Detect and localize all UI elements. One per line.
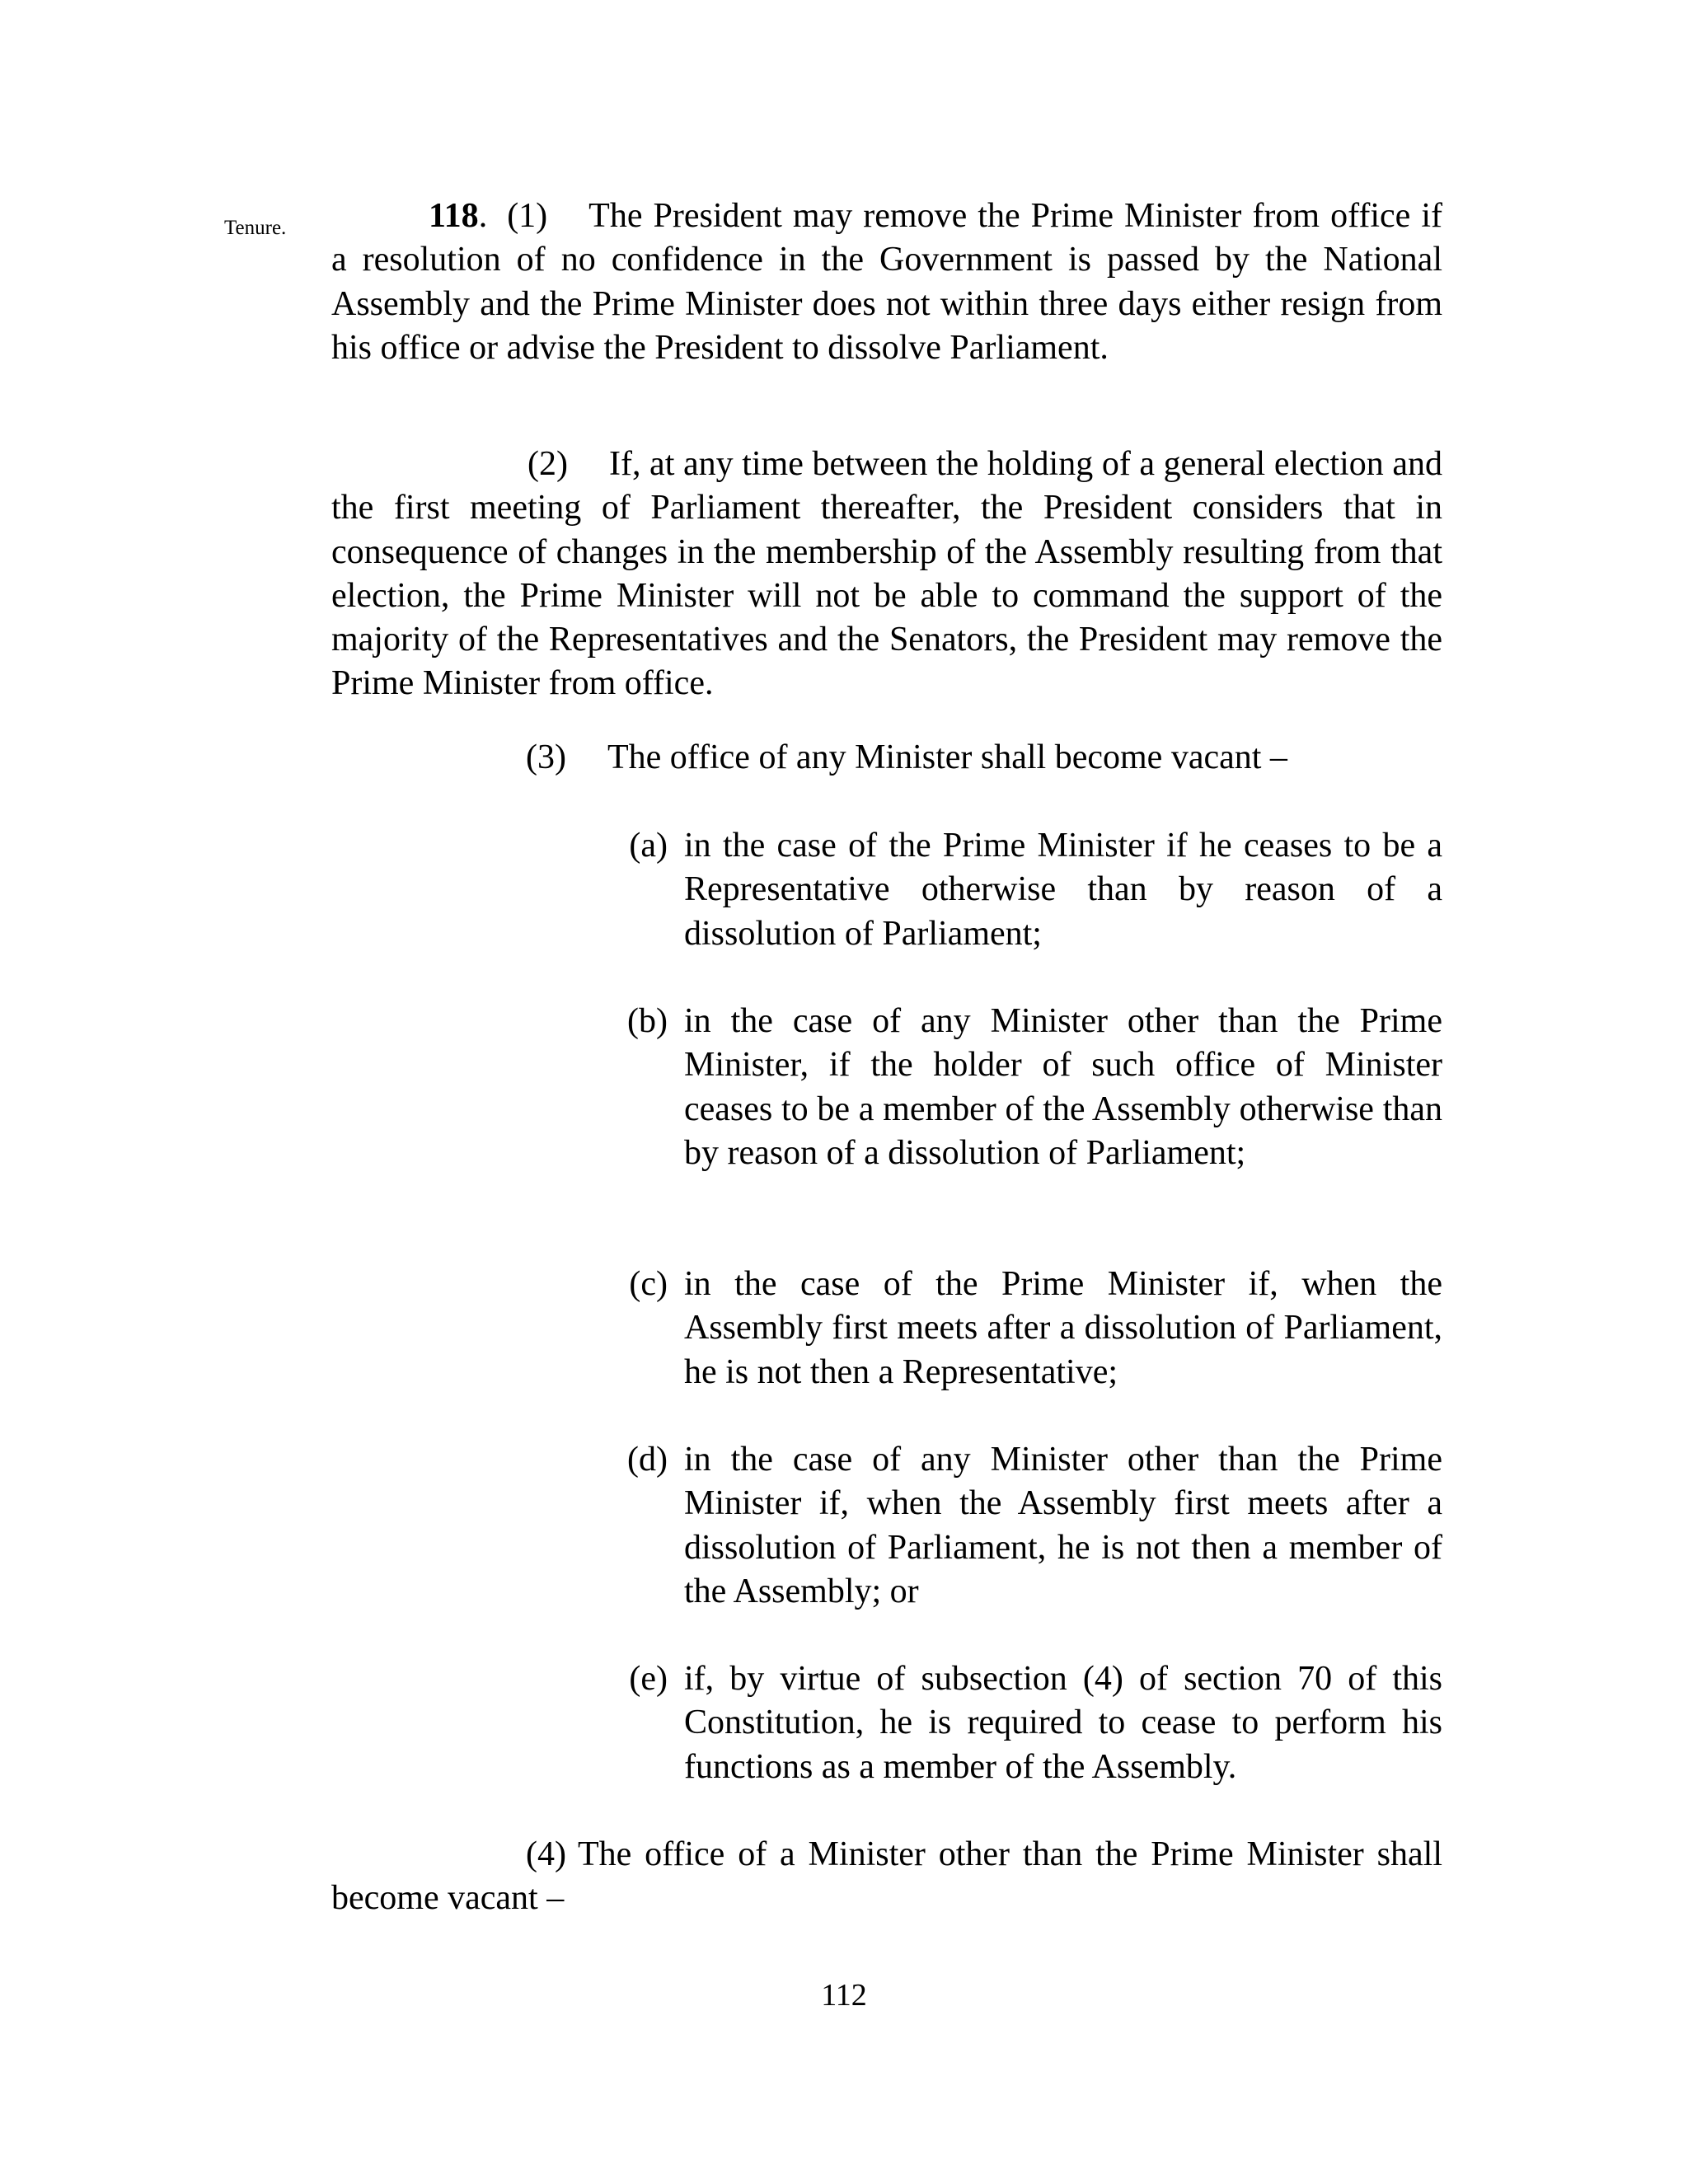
- list-item: [627, 1438, 1442, 1614]
- section-number-suffix: .: [478, 197, 488, 235]
- item-text: in the case of any Minister other than the Prime Minister if, when the Assembly first meets after a dissolution of Parliament, he is not then a member of the Assembly; or: [684, 1441, 1442, 1610]
- item-text: in the case of any Minister other than the Prime Minister, if the holder of such office of Minister ceases to be a member of the Assembly otherwise than by reason of a dissolution of Parliament;: [684, 1002, 1442, 1172]
- list-item: [629, 1657, 1442, 1789]
- subsection-1-label: (1): [507, 197, 548, 235]
- subsection-4-label: (4): [526, 1835, 566, 1873]
- subsection-4: [331, 1833, 1442, 1921]
- item-label: (d): [627, 1441, 668, 1479]
- subsection-1-text: The President may remove the Prime Minister from office if a resolution of no confidence in the Government is passed by the National Assembly and the Prime Minister does not within three days either resign from his office or advise the President to dissolve Parliament.: [331, 197, 1442, 367]
- subsection-3-text: The office of any Minister shall become vacant –: [607, 738, 1287, 776]
- subsection-3: [526, 736, 1287, 780]
- margin-note: Tenure.: [224, 217, 287, 239]
- list-item: [629, 1263, 1442, 1394]
- item-label: (a): [629, 827, 668, 865]
- item-label: (e): [629, 1660, 668, 1698]
- subsection-2-label: (2): [528, 445, 568, 483]
- item-label: (c): [629, 1265, 668, 1303]
- item-text: in the case of the Prime Minister if he ceases to be a Representative otherwise than by reason of a dissolution of Parliament;: [684, 827, 1442, 953]
- list-item: [627, 1000, 1442, 1175]
- subsection-2: [331, 443, 1442, 706]
- item-text: if, by virtue of subsection (4) of section 70 of this Constitution, he is required to cease to perform his functions as a member of the Assembly.: [684, 1660, 1442, 1786]
- subsection-4-text: The office of a Minister other than the Prime Minister shall become vacant –: [331, 1835, 1442, 1918]
- subsection-1: [331, 194, 1442, 370]
- list-item: [629, 824, 1442, 956]
- subsection-3-label: (3): [526, 738, 566, 776]
- subsection-2-text: If, at any time between the holding of a general election and the first meeting of Parliament thereafter, the President considers that in consequence of changes in the membership of the Assembly resulting from that election, the Prime Minister will not be able to command the support of the majority of the Representatives and the Senators, the President may remove the Prime Minister from office.: [331, 445, 1442, 703]
- section-number: 118: [429, 197, 479, 235]
- item-text: in the case of the Prime Minister if, when the Assembly first meets after a dissolution of Parliament, he is not then a Representative;: [684, 1265, 1442, 1391]
- item-label: (b): [627, 1002, 668, 1040]
- page-number: 112: [821, 1978, 867, 2013]
